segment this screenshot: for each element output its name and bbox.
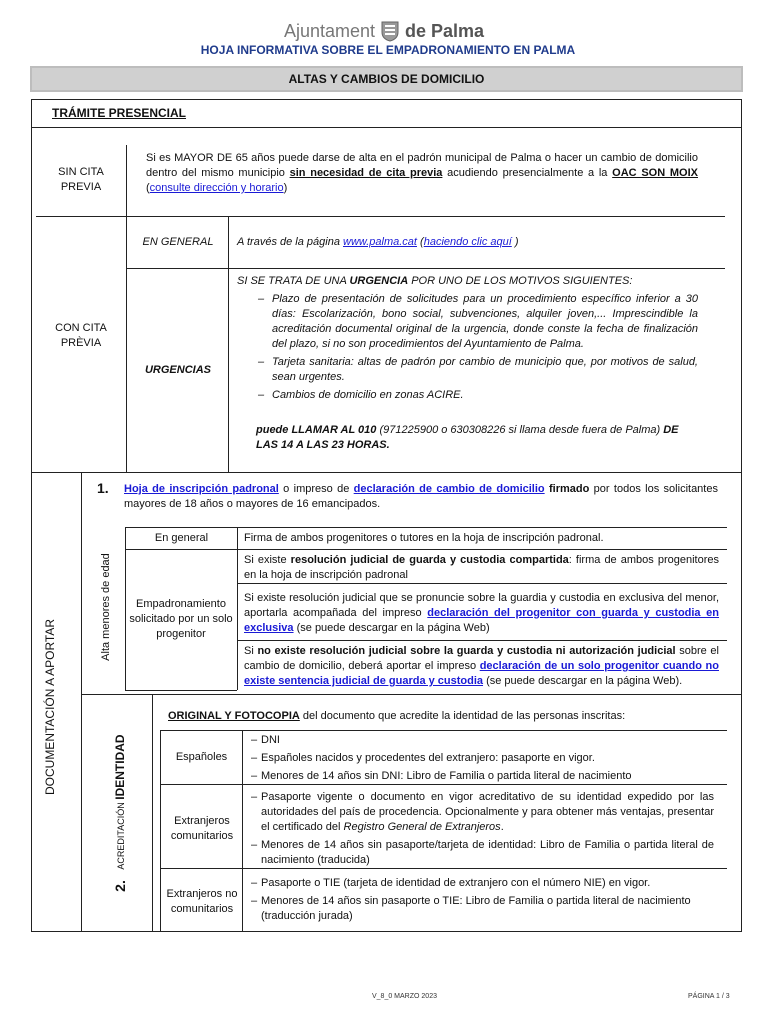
espanoles-label: Españoles [175, 751, 228, 763]
documentacion-side-label: DOCUMENTACIÓN A APORTAR [43, 618, 57, 796]
espanoles-list [251, 733, 721, 787]
en-general-text: A través de la página www.palma.cat (haciendo clic aquí ) [237, 236, 519, 248]
list-item: – Tarjeta sanitaria: altas de padrón por cambio de municipio que, por motivos de salud, sean urgentes. [256, 355, 698, 385]
solo-row1: Si existe resolución judicial de guarda y custodia compartida: firma de ambos progenitores en la hoja de inscripción padronal [244, 554, 719, 581]
no-comunitarios-label: Extranjeros no comunitarios [166, 888, 238, 915]
section-banner: ALTAS Y CAMBIOS DE DOMICILIO [30, 66, 743, 92]
list-item: – Menores de 14 años sin DNI: Libro de Familia o partida literal de nacimiento [251, 769, 721, 784]
comunitarios-label: Extranjeros comunitarios [170, 815, 234, 842]
item1-text: Hoja de inscripción padronal o impreso de declaración de cambio de domicilio firmado por todos los solicitantes mayores de 18 años o mayores de 16 emancipados. [124, 483, 718, 510]
document-title: HOJA INFORMATIVA SOBRE EL EMPADRONAMIENTO EN PALMA [200, 43, 576, 57]
logo-text-right: de Palma [405, 20, 485, 41]
tramite-heading: TRÁMITE PRESENCIAL [52, 106, 187, 120]
item2-intro: ORIGINAL Y FOTOCOPIA del documento que acredite la identidad de las personas inscritas: [168, 710, 626, 722]
palma-cat-link[interactable]: www.palma.cat [343, 236, 417, 248]
item2-number: 2. [112, 880, 128, 892]
logo [264, 18, 504, 44]
con-cita-label: CON CITA PRÈVIA [55, 322, 107, 349]
urgencias-call: puede LLAMAR AL 010 (971225900 o 630308226 si llama desde fuera de Palma) DE LAS 14 A LAS 23 HORAS. [256, 424, 679, 451]
urgencias-label: URGENCIAS [144, 364, 211, 376]
footer-page: PÁGINA 1 / 3 [688, 993, 730, 1000]
declaracion-cambio-link[interactable]: declaración de cambio de domicilio [353, 483, 545, 495]
acreditacion-side-label: ACREDITACIÓN IDENTIDAD [113, 734, 127, 870]
list-item: – Menores de 14 años sin pasaporte o TIE: Libro de Familia o partida literal de nacimiento (traducción jurada) [251, 894, 717, 924]
logo-text-left: Ajuntament [283, 20, 375, 41]
list-item: – Plazo de presentación de solicitudes para un procedimiento específico inferior a 30 días: Escolarización, bono social, subvenciones, alquiler joven,... Imprescindible la acreditación documental original de la urgencia, donde conste la fecha de finalización del plazo, si no son procedimientos del Ayuntamiento de Palma. [256, 292, 698, 352]
list-item: – Menores de 14 años sin pasaporte/tarjeta de identidad: Libro de Familia o partida literal de nacimiento (traducida) [251, 838, 714, 868]
list-item: – DNI [251, 733, 721, 748]
urgencias-intro: SI SE TRATA DE UNA URGENCIA POR UNO DE LOS MOTIVOS SIGUIENTES: [237, 275, 633, 287]
declaracion-progenitor-custodia-link[interactable]: declaración del progenitor con guarda y custodia en exclusiva [244, 607, 720, 634]
solo-row2: Si existe resolución judicial que se pronuncie sobre la guardia y custodia en exclusiva del menor, aportarla acompañada del impreso declaración del progenitor con guarda y custodia en exclusiva (se puede descargar en la página Web) [244, 592, 720, 634]
en-general-menores-text: Firma de ambos progenitores o tutores en la hoja de inscripción padronal. [244, 532, 604, 544]
no-comunitarios-list [251, 876, 717, 927]
solo-row3: Si no existe resolución judicial sobre la guarda y custodia ni autorización judicial sobre el cambio de domicilio, deberá aportar el impreso declaración de un solo progenitor cuando no existe sentencia judicial de guarda y custodia (se puede descargar en la página Web). [244, 645, 719, 687]
list-item: – Cambios de domicilio en zonas ACIRE. [256, 388, 698, 403]
declaracion-solo-progenitor-link[interactable]: declaración de un solo progenitor cuando no existe sentencia judicial de guarda y custodia [244, 660, 719, 687]
direccion-horario-link[interactable]: consulte dirección y horario [149, 182, 284, 194]
footer-version: V_8_0 MARZO 2023 [372, 993, 437, 1000]
list-item: – Españoles nacidos y procedentes del extranjero: pasaporte en vigor. [251, 751, 721, 766]
solo-progenitor-label: Empadronamiento solicitado por un solo progenitor [129, 597, 233, 640]
urgencias-list [256, 292, 698, 406]
comunitarios-list [251, 790, 714, 871]
en-general-label: EN GENERAL [142, 236, 214, 248]
sin-cita-text: Si es MAYOR DE 65 años puede darse de alta en el padrón municipal de Palma o hacer un cambio de domicilio dentro del mismo municipio sin necesidad de cita previa acudiendo presencialmente a la OAC SON MOIX (consulte dirección y horario) [146, 152, 698, 194]
sin-cita-label: SIN CITA PREVIA [58, 166, 104, 193]
list-item: – Pasaporte o TIE (tarjeta de identidad de extranjero con el número NIE) en vigor. [251, 876, 717, 891]
haciendo-clic-link[interactable]: haciendo clic aquí [423, 236, 512, 248]
en-general-menores-label: En general [154, 532, 209, 544]
hoja-inscripcion-link[interactable]: Hoja de inscripción padronal [124, 483, 279, 495]
list-item: – Pasaporte vigente o documento en vigor acreditativo de su identidad expedido por las autoridades del país de procedencia. Opcionalmente y para obtener más ventajas, presentar el certificado del Registro General de Extranjeros. [251, 790, 714, 835]
item1-number: 1. [97, 480, 109, 496]
menores-label: Alta menores de edad [100, 553, 112, 661]
crest-icon [381, 20, 399, 42]
